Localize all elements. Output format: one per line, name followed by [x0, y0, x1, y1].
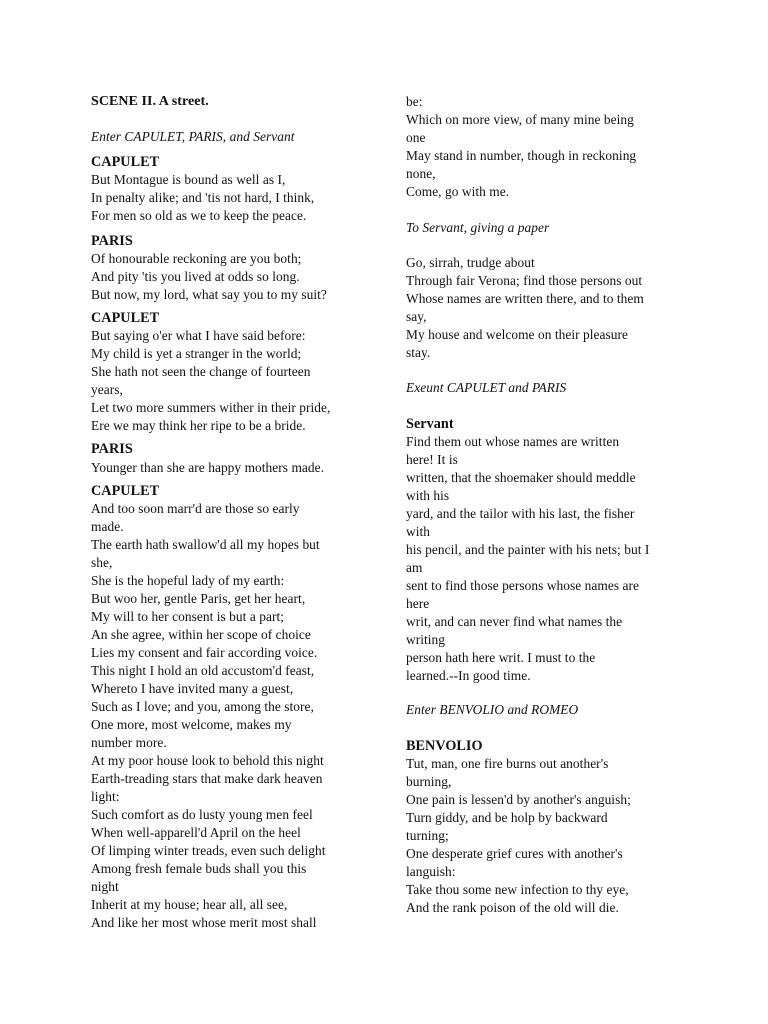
verse-line: turning; [406, 828, 449, 843]
verse-line: She hath not seen the change of fourteen [91, 364, 311, 379]
speaker-name: Servant [406, 416, 454, 432]
prose-line: person hath here writ. I must to the [406, 650, 596, 665]
verse-line: Which on more view, of many mine being [406, 112, 634, 127]
verse-line: languish: [406, 864, 456, 879]
prose-line: his pencil, and the painter with his nets; but I [406, 542, 650, 557]
verse-line: made. [91, 519, 124, 534]
prose-line: written, that the shoemaker should meddle [406, 470, 636, 485]
verse-line: stay. [406, 345, 431, 360]
verse-line: She is the hopeful lady of my earth: [91, 573, 285, 588]
verse-line: light: [91, 789, 120, 804]
verse-line: Lies my consent and fair according voice. [91, 645, 318, 660]
prose-line: Find them out whose names are written [406, 434, 620, 449]
speaker-name: BENVOLIO [406, 738, 483, 754]
verse-line: Inherit at my house; hear all, all see, [91, 897, 288, 912]
prose-line: writ, and can never find what names the [406, 614, 623, 629]
prose-line: with [406, 524, 431, 539]
verse-line: Such as I love; and you, among the store, [91, 699, 314, 714]
speaker-name: PARIS [91, 441, 133, 457]
prose-line: learned.--In good time. [406, 668, 531, 683]
verse-line: One desperate grief cures with another's [406, 846, 623, 861]
verse-line: And the rank poison of the old will die. [406, 900, 619, 915]
verse-line: burning, [406, 774, 452, 789]
verse-line: Whose names are written there, and to them [406, 291, 644, 306]
verse-line: My will to her consent is but a part; [91, 609, 285, 624]
verse-line: Through fair Verona; find those persons out [406, 273, 643, 288]
verse-line: Tut, man, one fire burns out another's [406, 756, 609, 771]
verse-line: be: [406, 94, 423, 109]
verse-line: But now, my lord, what say you to my suit? [91, 287, 327, 302]
verse-line: she, [91, 555, 113, 570]
verse-line: One pain is lessen'd by another's anguish; [406, 792, 631, 807]
prose-line: with his [406, 488, 450, 503]
stage-direction: Exeunt CAPULET and PARIS [406, 380, 567, 395]
verse-line: one [406, 130, 426, 145]
verse-line: My child is yet a stranger in the world; [91, 346, 302, 361]
speaker-name: CAPULET [91, 154, 160, 170]
verse-line: Younger than she are happy mothers made. [91, 460, 325, 475]
verse-line: And pity 'tis you lived at odds so long. [91, 269, 300, 284]
verse-line: And too soon marr'd are those so early [91, 501, 300, 516]
verse-line: Take thou some new infection to thy eye, [406, 882, 629, 897]
prose-line: writing [406, 632, 446, 647]
verse-line: years, [91, 382, 123, 397]
verse-line: But saying o'er what I have said before: [91, 328, 306, 343]
verse-line: say, [406, 309, 427, 324]
verse-line: Such comfort as do lusty young men feel [91, 807, 313, 822]
verse-line: Come, go with me. [406, 184, 510, 199]
speaker-name: CAPULET [91, 483, 160, 499]
prose-line: yard, and the tailor with his last, the fisher [406, 506, 635, 521]
verse-line: number more. [91, 735, 167, 750]
verse-line: Of honourable reckoning are you both; [91, 251, 302, 266]
verse-line: Turn giddy, and be holp by backward [406, 810, 608, 825]
stage-direction: Enter BENVOLIO and ROMEO [406, 702, 579, 717]
verse-line: This night I hold an old accustom'd feast, [91, 663, 315, 678]
verse-line: night [91, 879, 119, 894]
verse-line: Of limping winter treads, even such delight [91, 843, 326, 858]
prose-line: sent to find those persons whose names are [406, 578, 640, 593]
verse-line: An she agree, within her scope of choice [91, 627, 311, 642]
verse-line: Let two more summers wither in their pride, [91, 400, 331, 415]
prose-line: here [406, 596, 430, 611]
verse-line: May stand in number, though in reckoning [406, 148, 637, 163]
speaker-name: PARIS [91, 233, 133, 249]
verse-line: In penalty alike; and 'tis not hard, I think, [91, 190, 315, 205]
verse-line: For men so old as we to keep the peace. [91, 208, 307, 223]
verse-line: Among fresh female buds shall you this [91, 861, 307, 876]
verse-line: The earth hath swallow'd all my hopes but [91, 537, 320, 552]
verse-line: And like her most whose merit most shall [91, 915, 317, 930]
verse-line: Earth-treading stars that make dark heaven [91, 771, 323, 786]
stage-direction: Enter CAPULET, PARIS, and Servant [91, 129, 295, 144]
verse-line: Whereto I have invited many a guest, [91, 681, 294, 696]
verse-line: none, [406, 166, 436, 181]
verse-line: Go, sirrah, trudge about [406, 255, 535, 270]
scene-heading: SCENE II. A street. [91, 94, 209, 109]
verse-line: My house and welcome on their pleasure [406, 327, 629, 342]
verse-line: But woo her, gentle Paris, get her heart, [91, 591, 306, 606]
verse-line: At my poor house look to behold this night [91, 753, 324, 768]
prose-line: am [406, 560, 423, 575]
verse-line: But Montague is bound as well as I, [91, 172, 286, 187]
verse-line: Ere we may think her ripe to be a bride. [91, 418, 306, 433]
prose-line: here! It is [406, 452, 458, 467]
stage-direction: To Servant, giving a paper [406, 220, 550, 235]
speaker-name: CAPULET [91, 310, 160, 326]
verse-line: One more, most welcome, makes my [91, 717, 292, 732]
verse-line: When well-apparell'd April on the heel [91, 825, 301, 840]
